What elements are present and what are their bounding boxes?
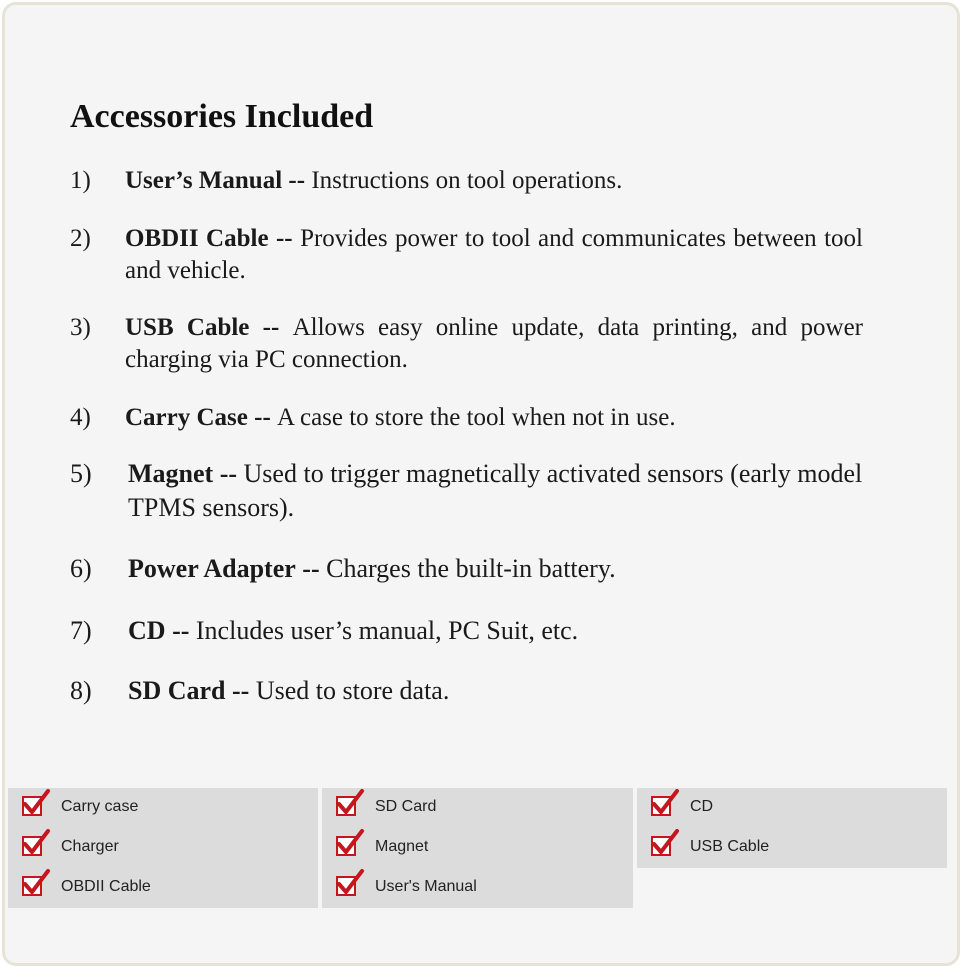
item-description: Provides power to tool and communicates between tool and vehicle. (125, 225, 863, 284)
item-name: User’s Manual (125, 167, 283, 194)
item-name: Power Adapter (128, 554, 296, 583)
list-item (70, 614, 870, 648)
item-separator: -- (288, 167, 312, 194)
item-description: A case to store the tool when not in use. (277, 404, 676, 431)
item-name: Magnet (128, 459, 214, 488)
item-number: 4) (70, 404, 91, 431)
list-item (70, 457, 920, 527)
checkbox-checked-icon (22, 836, 42, 856)
checklist-label: CD (690, 798, 714, 815)
item-description: Instructions on tool operations. (311, 167, 623, 194)
checklist-item (8, 828, 318, 868)
item-number: 7) (70, 616, 92, 645)
checkbox-checked-icon (651, 796, 671, 816)
checklist-item (322, 828, 633, 868)
checklist-column (322, 788, 633, 908)
item-number: 5) (70, 459, 92, 488)
item-number: 1) (70, 167, 91, 194)
checkbox-checked-icon (651, 836, 671, 856)
checkbox-checked-icon (336, 796, 356, 816)
item-number: 3) (70, 314, 91, 341)
checklist-item (322, 788, 633, 828)
item-name: OBDII Cable (125, 225, 269, 252)
list-item (70, 402, 870, 434)
item-number: 6) (70, 554, 92, 583)
checklist-item (8, 788, 318, 828)
section-title: Accessories Included (70, 98, 374, 135)
checklist-label: User's Manual (375, 878, 477, 895)
list-item (70, 165, 870, 197)
checklist-column (637, 788, 947, 868)
list-item (70, 552, 870, 586)
item-separator: -- (262, 314, 293, 341)
item-description: Includes user’s manual, PC Suit, etc. (195, 616, 579, 645)
checkbox-checked-icon (336, 836, 356, 856)
checkbox-checked-icon (336, 876, 356, 896)
list-item (70, 674, 870, 708)
checklist-label: USB Cable (690, 838, 770, 855)
item-separator: -- (232, 676, 256, 705)
checklist-item (637, 788, 947, 828)
list-item (70, 223, 870, 287)
checklist-column (8, 788, 318, 908)
item-separator: -- (275, 225, 301, 252)
item-number: 2) (70, 225, 91, 252)
item-name: CD (128, 616, 166, 645)
item-separator: -- (254, 404, 278, 431)
checklist-item (637, 828, 947, 868)
checklist-label: Carry case (61, 798, 139, 815)
checklist-label: Magnet (375, 838, 429, 855)
item-name: USB Cable (125, 314, 250, 341)
item-separator: -- (219, 459, 244, 488)
checklist-label: SD Card (375, 798, 437, 815)
item-description: Allows easy online update, data printing, and power charging via PC connection. (125, 314, 863, 373)
item-name: SD Card (128, 676, 226, 705)
item-description: Used to trigger magnetically activated sensors (early model TPMS sensors). (128, 459, 863, 522)
checklist-item (8, 868, 318, 908)
item-number: 8) (70, 676, 92, 705)
item-description: Charges the built-in battery. (326, 554, 616, 583)
checkbox-checked-icon (22, 796, 42, 816)
item-separator: -- (302, 554, 327, 583)
item-separator: -- (172, 616, 196, 645)
checkbox-checked-icon (22, 876, 42, 896)
checklist-item (322, 868, 633, 908)
list-item (70, 312, 870, 376)
checklist-label: OBDII Cable (61, 878, 151, 895)
item-name: Carry Case (125, 404, 248, 431)
item-description: Used to store data. (255, 676, 450, 705)
checklist-label: Charger (61, 838, 119, 855)
